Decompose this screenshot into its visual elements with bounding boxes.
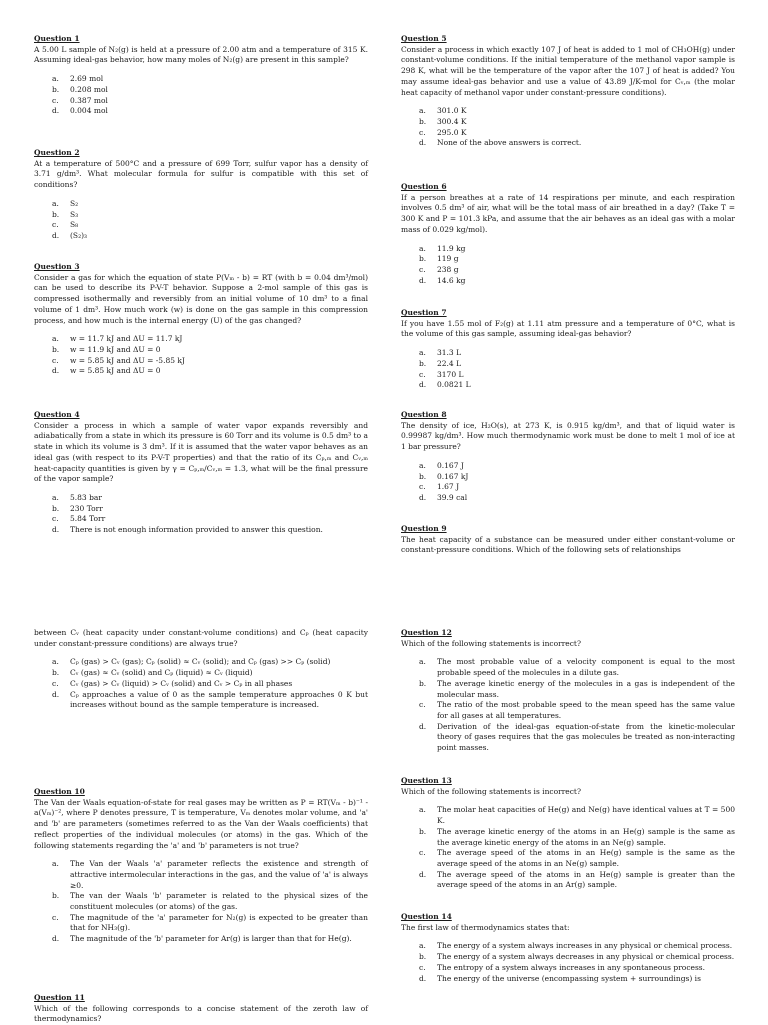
option-text: (S₂)₃ xyxy=(70,230,88,240)
option-text: w = 5.85 kJ and ΔU = -5.85 kJ xyxy=(70,355,185,365)
answer-option xyxy=(419,827,735,848)
answer-option xyxy=(419,128,735,139)
option-text: The magnitude of the 'b' parameter for Ar(g) is larger than that for He(g). xyxy=(70,934,352,944)
option-label: d. xyxy=(52,230,60,240)
option-text: Cₚ approaches a value of 0 as the sample temperature approaches 0 K but increases without bound as the sample temperature is increased. xyxy=(70,689,368,710)
option-label: c. xyxy=(52,95,59,105)
option-label: a. xyxy=(419,941,426,951)
option-text: The molar heat capacities of He(g) and Ne(g) have identical values at T = 500 K. xyxy=(437,805,735,826)
option-text: The average kinetic energy of the atoms in an He(g) sample is the same as the average kinetic energy of the atoms in an Ne(g) sample. xyxy=(437,826,735,847)
answer-option xyxy=(419,472,735,483)
option-text: The Van der Waals 'a' parameter reflects the existence and strength of attractive intermolecular interactions in the gas, and the value of 'a' is always ≥0. xyxy=(70,859,368,890)
answer-option xyxy=(419,974,735,985)
option-text: The energy of a system always decreases in any physical or chemical process. xyxy=(437,952,735,962)
option-text: 5.84 Torr xyxy=(70,514,106,524)
answer-options xyxy=(34,74,368,117)
option-label: c. xyxy=(419,264,426,274)
question-title: Question 13 xyxy=(401,776,452,785)
option-text: The most probable value of a velocity component is equal to the most probable speed of the molecules in a dilute gas. xyxy=(437,657,735,678)
option-label: a. xyxy=(52,334,59,344)
option-text: The energy of a system always increases in any physical or chemical process. xyxy=(437,941,733,951)
answer-option xyxy=(419,493,735,504)
option-label: d. xyxy=(419,275,427,285)
question-text: Which of the following statements is incorrect? xyxy=(401,786,581,796)
answer-options xyxy=(401,461,735,504)
option-label: c. xyxy=(52,220,59,230)
answer-option xyxy=(52,934,368,945)
question-title: Question 8 xyxy=(401,410,447,419)
option-label: d. xyxy=(52,689,60,699)
option-text: 0.387 mol xyxy=(70,95,108,105)
option-label: b. xyxy=(52,503,60,513)
answer-option xyxy=(52,859,368,891)
option-label: a. xyxy=(419,805,426,815)
option-text: 1.67 J xyxy=(437,482,460,492)
option-text: 0.167 kJ xyxy=(437,471,469,481)
option-label: c. xyxy=(419,848,426,858)
option-text: 0.004 mol xyxy=(70,106,108,116)
option-label: c. xyxy=(52,678,59,688)
answer-options xyxy=(401,805,735,891)
answer-options xyxy=(34,859,368,945)
answer-options xyxy=(401,657,735,753)
option-label: d. xyxy=(52,525,60,535)
question-text: If you have 1.55 mol of F₂(g) at 1.11 atm pressure and a temperature of 0°C, what is the volume of this gas sample, assuming ideal-gas behavior? xyxy=(401,318,735,339)
answer-option xyxy=(419,380,735,391)
answer-options xyxy=(34,334,368,377)
answer-option xyxy=(419,952,735,963)
answer-option xyxy=(419,244,735,255)
answer-option xyxy=(419,657,735,678)
answer-option xyxy=(419,848,735,869)
question-9-continued xyxy=(34,628,368,711)
answer-option xyxy=(52,657,368,668)
option-text: 22.4 L xyxy=(437,358,462,368)
question-11 xyxy=(34,993,368,1025)
answer-option xyxy=(52,106,368,117)
question-title: Question 10 xyxy=(34,787,85,796)
option-text: 2.69 mol xyxy=(70,74,104,84)
option-label: c. xyxy=(52,355,59,365)
option-text: The energy of the universe (encompassing system + surroundings) is xyxy=(437,973,701,983)
answer-option xyxy=(419,265,735,276)
option-text: 14.6 kg xyxy=(437,275,466,285)
option-label: b. xyxy=(419,254,427,264)
answer-options xyxy=(401,106,735,149)
answer-option xyxy=(419,254,735,265)
option-label: d. xyxy=(419,380,427,390)
question-13 xyxy=(401,776,735,891)
option-label: d. xyxy=(52,366,60,376)
option-label: b. xyxy=(419,826,427,836)
answer-option xyxy=(52,493,368,504)
option-text: 11.9 kg xyxy=(437,243,466,253)
answer-option xyxy=(419,700,735,721)
question-title: Question 4 xyxy=(34,410,80,419)
answer-options xyxy=(34,657,368,711)
option-label: d. xyxy=(419,492,427,502)
option-label: b. xyxy=(52,209,60,219)
answer-option xyxy=(52,220,368,231)
option-label: a. xyxy=(52,492,59,502)
question-10 xyxy=(34,787,368,945)
question-title: Question 14 xyxy=(401,912,452,921)
option-text: Cᵥ (gas) ≈ Cᵥ (solid) and Cₚ (liquid) ≈ Cᵥ (liquid) xyxy=(70,668,253,678)
question-2 xyxy=(34,148,368,242)
option-label: d. xyxy=(419,138,427,148)
question-text: If a person breathes at a rate of 14 respirations per minute, and each respiration involves 0.5 dm³ of air, what will be the total mass of air breathed in a day? (Take T = 300 K and P = 101.3 kPa, and assume that the air behaves as an ideal gas with a molar mass of 0.029 kg/mol). xyxy=(401,192,735,234)
question-text: The first law of thermodynamics states that: xyxy=(401,922,570,932)
answer-option xyxy=(419,963,735,974)
question-text: Consider a process in which exactly 107 J of heat is added to 1 mol of CH₃OH(g) under constant-volume conditions. If the initial temperature of the methanol vapor sample is 298 K, what will be the temperature of the vapor after the 107 J of heat is added? You may assume ideal-gas behavior and use a value of 43.89 J/K-mol for Cᵥ,ₘ (the molar heat capacity of methanol vapor under constant-pressure conditions). xyxy=(401,44,735,97)
option-text: S₃ xyxy=(70,209,79,219)
answer-option xyxy=(419,679,735,700)
option-label: b. xyxy=(419,358,427,368)
option-label: a. xyxy=(52,74,59,84)
question-14 xyxy=(401,912,735,984)
question-title: Question 5 xyxy=(401,34,447,43)
option-label: c. xyxy=(419,369,426,379)
option-label: d. xyxy=(52,106,60,116)
option-label: c. xyxy=(419,700,426,710)
option-label: c. xyxy=(52,912,59,922)
question-text: Which of the following corresponds to a concise statement of the zeroth law of thermodynamics? xyxy=(34,1003,368,1024)
option-text: 0.0821 L xyxy=(437,380,471,390)
answer-option xyxy=(52,96,368,107)
answer-option xyxy=(52,345,368,356)
option-text: The ratio of the most probable speed to the mean speed has the same value for all gases at all temperatures. xyxy=(437,700,735,720)
option-label: d. xyxy=(419,869,427,879)
option-text: 238 g xyxy=(437,264,459,274)
answer-option xyxy=(419,722,735,754)
question-4 xyxy=(34,410,368,536)
option-label: b. xyxy=(419,471,427,481)
option-label: b. xyxy=(52,344,60,354)
option-text: w = 11.7 kJ and ΔU = 11.7 kJ xyxy=(70,334,183,344)
option-text: 301.0 K xyxy=(437,106,467,116)
question-5 xyxy=(401,34,735,149)
option-text: The average speed of the atoms in an He(g) sample is greater than the average speed of the atoms in an Ar(g) sample. xyxy=(437,869,735,890)
option-text: 31.3 L xyxy=(437,348,462,358)
answer-option xyxy=(52,514,368,525)
option-label: b. xyxy=(419,678,427,688)
answer-option xyxy=(52,85,368,96)
answer-option xyxy=(52,690,368,711)
option-text: None of the above answers is correct. xyxy=(437,138,582,148)
option-text: 295.0 K xyxy=(437,127,467,137)
question-9 xyxy=(401,524,735,556)
answer-option xyxy=(419,276,735,287)
option-text: The average speed of the atoms in an He(g) sample is the same as the average speed of the atoms in an Ne(g) sample. xyxy=(437,848,735,868)
answer-option xyxy=(52,210,368,221)
question-title: Question 1 xyxy=(34,34,80,43)
option-label: a. xyxy=(52,859,59,869)
answer-option xyxy=(52,366,368,377)
option-label: b. xyxy=(52,668,60,678)
answer-option xyxy=(419,117,735,128)
question-1 xyxy=(34,34,368,117)
option-label: c. xyxy=(52,514,59,524)
answer-option xyxy=(419,461,735,472)
option-text: Cₚ (gas) > Cᵥ (gas); Cₚ (solid) ≈ Cᵥ (solid); and Cₚ (gas) >> Cₚ (solid) xyxy=(70,657,331,667)
option-text: 39.9 cal xyxy=(437,492,468,502)
option-label: d. xyxy=(52,934,60,944)
option-text: The magnitude of the 'a' parameter for N₂(g) is expected to be greater than that for NH₃(g). xyxy=(70,912,368,933)
question-text: between Cᵥ (heat capacity under constant-volume conditions) and Cₚ (heat capacity under constant-pressure conditions) are always true? xyxy=(34,628,368,648)
option-text: Cᵥ (gas) > Cᵥ (liquid) > Cᵥ (solid) and Cᵥ > Cₚ in all phases xyxy=(70,678,293,688)
option-label: b. xyxy=(419,952,427,962)
question-3 xyxy=(34,262,368,377)
answer-option xyxy=(419,805,735,826)
answer-option xyxy=(52,891,368,912)
question-text: Which of the following statements is incorrect? xyxy=(401,638,581,648)
option-text: 300.4 K xyxy=(437,116,467,126)
answer-option xyxy=(52,74,368,85)
option-text: 0.167 J xyxy=(437,460,464,470)
option-text: S₂ xyxy=(70,198,79,208)
option-label: a. xyxy=(419,106,426,116)
answer-option xyxy=(419,941,735,952)
question-7 xyxy=(401,308,735,391)
answer-option xyxy=(52,334,368,345)
answer-option xyxy=(52,231,368,242)
question-title: Question 12 xyxy=(401,628,452,637)
option-text: w = 5.85 kJ and ΔU = 0 xyxy=(70,366,161,376)
option-text: 3170 L xyxy=(437,369,464,379)
answer-option xyxy=(52,913,368,934)
option-text: The van der Waals 'b' parameter is related to the physical sizes of the constituent molecules (or atoms) of the gas. xyxy=(70,891,368,912)
option-label: c. xyxy=(419,962,426,972)
option-label: a. xyxy=(52,198,59,208)
option-label: c. xyxy=(419,482,426,492)
question-6 xyxy=(401,182,735,286)
answer-option xyxy=(419,359,735,370)
answer-options xyxy=(401,244,735,287)
question-title: Question 3 xyxy=(34,262,80,271)
answer-option xyxy=(419,348,735,359)
question-8 xyxy=(401,410,735,504)
option-text: 0.208 mol xyxy=(70,84,108,94)
answer-options xyxy=(34,199,368,242)
answer-option xyxy=(419,138,735,149)
answer-options xyxy=(401,348,735,391)
option-text: The entropy of a system always increases in any spontaneous process. xyxy=(437,962,706,972)
answer-options xyxy=(401,941,735,984)
option-label: c. xyxy=(419,127,426,137)
option-label: b. xyxy=(419,116,427,126)
option-text: S₈ xyxy=(70,220,79,230)
option-label: b. xyxy=(52,84,60,94)
option-label: d. xyxy=(419,721,427,731)
question-text: A 5.00 L sample of N₂(g) is held at a pressure of 2.00 atm and a temperature of 315 K. Assuming ideal-gas behavior, how many moles of N₂(g) are present in this sample? xyxy=(34,44,368,65)
option-label: d. xyxy=(419,973,427,983)
question-text: Consider a gas for which the equation of state P(Vₘ - b) = RT (with b = 0.04 dm³/mol) can be used to describe its P-V-T behavior. Suppose a 2-mol sample of this gas is compressed isothermally and reversibly from an initial volume of 10 dm³ to a final volume of 1 dm³. How much work (w) is done on the gas sample in this compression process, and how much is the internal energy (U) of the gas changed? xyxy=(34,272,368,325)
question-title: Question 7 xyxy=(401,308,447,317)
option-text: There is not enough information provided to answer this question. xyxy=(70,525,323,535)
question-text: The heat capacity of a substance can be measured under either constant-volume or constant-pressure conditions. Which of the following sets of relationships xyxy=(401,534,735,555)
option-label: a. xyxy=(419,460,426,470)
answer-option xyxy=(419,870,735,891)
answer-option xyxy=(52,504,368,515)
question-12 xyxy=(401,628,735,754)
answer-option xyxy=(419,106,735,117)
answer-option xyxy=(52,356,368,367)
option-label: a. xyxy=(419,657,426,667)
answer-options xyxy=(34,493,368,536)
question-title: Question 2 xyxy=(34,148,80,157)
option-text: 119 g xyxy=(437,254,459,264)
answer-option xyxy=(52,199,368,210)
option-text: w = 11.9 kJ and ΔU = 0 xyxy=(70,344,161,354)
question-text: At a temperature of 500°C and a pressure of 699 Torr, sulfur vapor has a density of 3.71 g/dm³. What molecular formula for sulfur is compatible with this set of conditions? xyxy=(34,158,368,190)
answer-option xyxy=(419,370,735,381)
question-text: The density of ice, H₂O(s), at 273 K, is 0.915 kg/dm³, and that of liquid water is 0.99987 kg/dm³. How much thermodynamic work must be done to melt 1 mol of ice at 1 bar pressure? xyxy=(401,420,735,452)
option-label: b. xyxy=(52,891,60,901)
answer-option xyxy=(52,668,368,679)
question-title: Question 9 xyxy=(401,524,447,533)
option-text: 5.83 bar xyxy=(70,492,102,502)
option-text: Derivation of the ideal-gas equation-of-state from the kinetic-molecular theory of gases requires that the gas molecules be treated as non-interacting point masses. xyxy=(437,721,735,753)
option-label: a. xyxy=(419,243,426,253)
question-text: The Van der Waals equation-of-state for real gases may be written as P = RT(Vₘ - b)⁻¹ - a(Vₘ)⁻², where P denotes pressure, T is temperature, Vₘ denotes molar volume, and 'a' and 'b' are parameters (sometimes referred to as the Van der Waals coefficients) that reflect properties of the individual molecules (or atoms) in the gas. Which of the following statements regarding the 'a' and 'b' parameters is not true? xyxy=(34,797,368,850)
option-label: a. xyxy=(52,657,59,667)
question-title: Question 11 xyxy=(34,993,85,1002)
answer-option xyxy=(52,525,368,536)
answer-option xyxy=(419,482,735,493)
option-label: a. xyxy=(419,348,426,358)
option-text: The average kinetic energy of the molecules in a gas is independent of the molecular mass. xyxy=(437,678,735,699)
question-title: Question 6 xyxy=(401,182,447,191)
question-text: Consider a process in which a sample of water vapor expands reversibly and adiabatically from a state in which its pressure is 60 Torr and its volume is 0.5 dm³ to a state in which its volume is 3 dm³. If it is assumed that the water vapor behaves as an ideal gas (with respect to its P-V-T properties) and that the ratio of its Cₚ,ₘ and Cᵥ,ₘ heat-capacity quantities is given by γ = Cₚ,ₘ/Cᵥ,ₘ = 1.3, what will be the final pressure of the vapor sample? xyxy=(34,420,368,484)
answer-option xyxy=(52,679,368,690)
option-text: 230 Torr xyxy=(70,503,103,513)
